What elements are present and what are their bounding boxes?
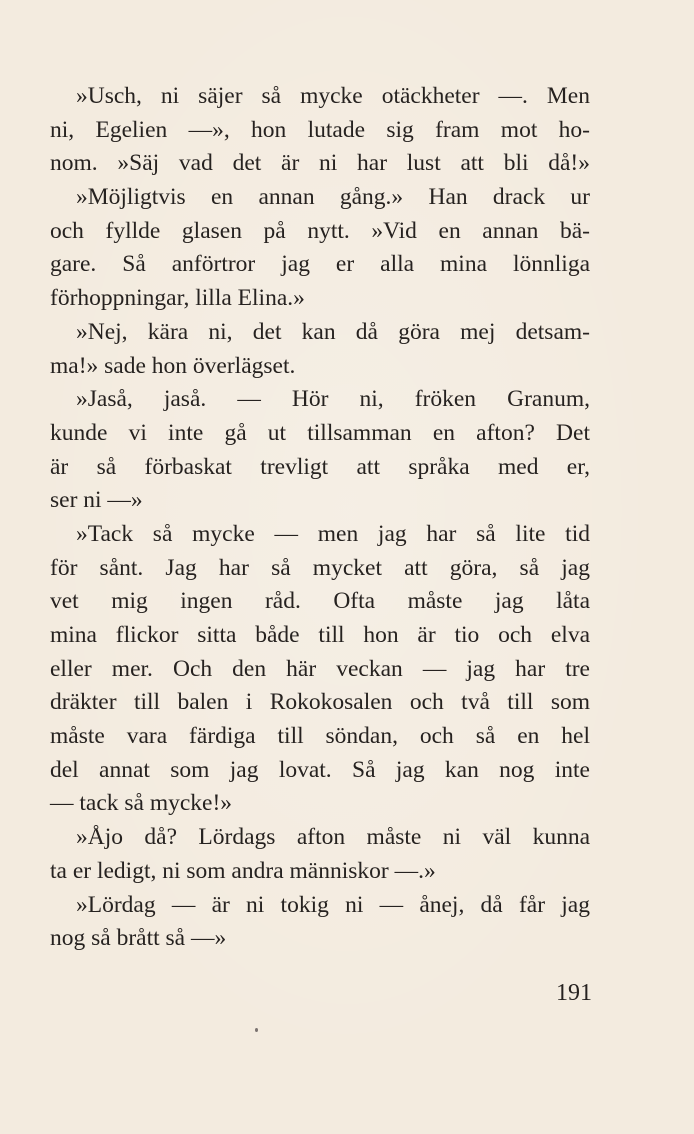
text-line: kunde vi inte gå ut tillsamman en afton? Det: [50, 419, 590, 446]
text-line: dräkter till balen i Rokokosalen och två till som: [50, 689, 590, 716]
ink-speck: [255, 1028, 258, 1032]
text-line: »Tack så mycke — men jag har så lite tid: [76, 520, 590, 547]
page-number: 191: [556, 980, 592, 1006]
text-line: och fyllde glasen på nytt. »Vid en annan bä-: [50, 217, 590, 244]
text-line: nom. »Säj vad det är ni har lust att bli då!»: [50, 150, 590, 177]
text-line: ser ni —»: [50, 487, 143, 514]
text-line: »Nej, kära ni, det kan då göra mej detsam-: [76, 318, 590, 345]
text-line: ta er ledigt, ni som andra människor —.»: [50, 857, 436, 884]
text-line: måste vara färdiga till söndan, och så en hel: [50, 723, 590, 750]
text-line: »Lördag — är ni tokig ni — ånej, då får jag: [76, 891, 590, 918]
text-line: vet mig ingen råd. Ofta måste jag låta: [50, 588, 590, 615]
text-line: »Möjligtvis en annan gång.» Han drack ur: [76, 184, 590, 211]
text-line: gare. Så anförtror jag er alla mina lönnliga: [50, 251, 590, 278]
text-line: nog så brått så —»: [50, 925, 227, 952]
body-text: [50, 80, 590, 956]
text-line: ma!» sade hon överlägset.: [50, 352, 296, 379]
text-line: — tack så mycke!»: [50, 790, 233, 817]
text-line: »Usch, ni säjer så mycke otäckheter —. Men: [76, 83, 590, 109]
text-line: del annat som jag lovat. Så jag kan nog inte: [50, 756, 590, 783]
text-line: förhoppningar, lilla Elina.»: [50, 285, 305, 312]
text-line: »Jaså, jaså. — Hör ni, fröken Granum,: [76, 386, 590, 413]
text-line: eller mer. Och den här veckan — jag har tre: [50, 655, 590, 682]
text-line: »Åjo då? Lördags afton måste ni väl kunna: [76, 824, 590, 851]
text-line: för sånt. Jag har så mycket att göra, så jag: [50, 554, 590, 581]
text-line: mina flickor sitta både till hon är tio och elva: [50, 622, 590, 648]
text-line: ni, Egelien —», hon lutade sig fram mot ho-: [50, 116, 590, 143]
text-line: är så förbaskat trevligt att språka med er,: [50, 453, 590, 480]
